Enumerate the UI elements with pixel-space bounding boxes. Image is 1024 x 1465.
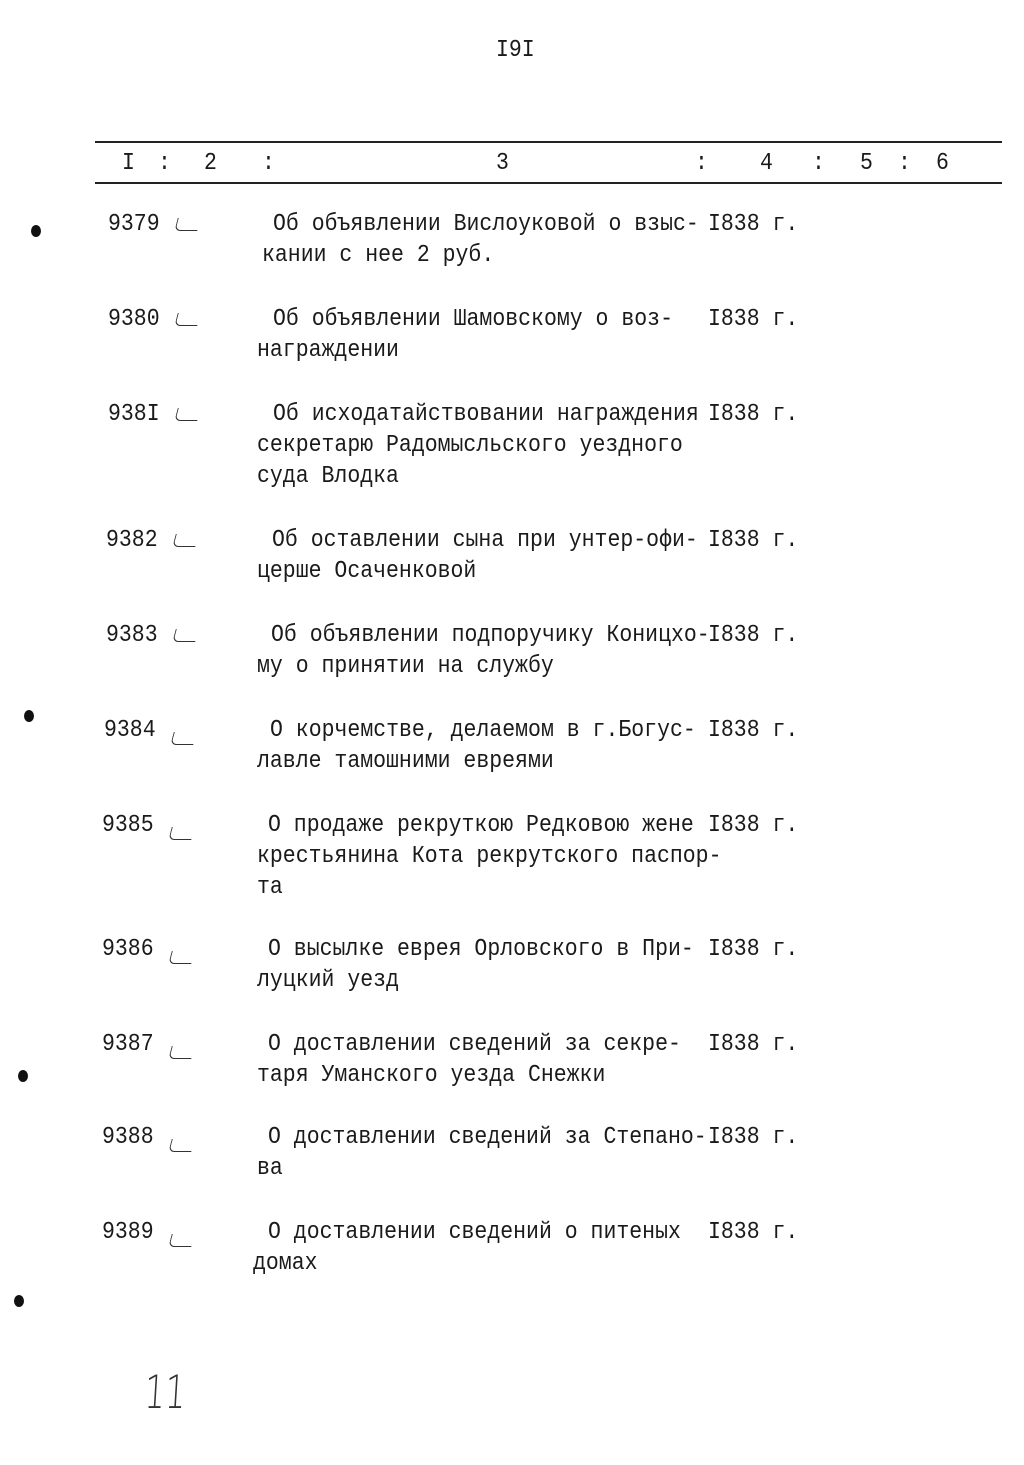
- item-number: 9389: [102, 1219, 154, 1246]
- item-title-line: му о принятии на службу: [257, 653, 554, 680]
- item-number: 9385: [102, 812, 154, 839]
- checkmark-icon: [174, 218, 200, 231]
- item-number: 9380: [108, 306, 160, 333]
- checkmark-icon: [168, 1046, 194, 1059]
- item-year: I838 г.: [708, 622, 799, 649]
- item-title-line: та: [257, 874, 283, 901]
- header-sep: :: [158, 150, 171, 177]
- punch-hole-mark: [31, 225, 41, 237]
- item-year: I838 г.: [708, 527, 799, 554]
- item-title-line: секретарю Радомысльского уездного: [257, 432, 683, 459]
- item-title-line: кании с нее 2 руб.: [262, 242, 495, 269]
- item-year: I838 г.: [708, 401, 799, 428]
- checkmark-icon: [172, 534, 198, 547]
- item-number: 9379: [108, 211, 160, 238]
- item-year: I838 г.: [708, 936, 799, 963]
- item-number: 9386: [102, 936, 154, 963]
- item-year: I838 г.: [708, 211, 799, 238]
- header-sep: :: [695, 150, 708, 177]
- header-top-rule: [95, 141, 1002, 143]
- item-year: I838 г.: [708, 1031, 799, 1058]
- checkmark-icon: [168, 1234, 194, 1247]
- item-title-line: церше Осаченковой: [257, 558, 477, 585]
- header-sep: :: [898, 150, 911, 177]
- item-year: I838 г.: [708, 306, 799, 333]
- handwritten-note: 11: [143, 1365, 188, 1419]
- item-title-line: О высылке еврея Орловского в При-: [268, 936, 694, 963]
- item-title-line: награждении: [257, 337, 399, 364]
- header-col-3: 3: [496, 150, 509, 177]
- punch-hole-mark: [24, 710, 34, 722]
- item-title-line: Об объявлении Шамовскому о воз-: [273, 306, 673, 333]
- item-number: 9383: [106, 622, 158, 649]
- item-title-line: домах: [253, 1250, 318, 1277]
- checkmark-icon: [168, 827, 194, 840]
- item-title-line: ва: [257, 1155, 283, 1182]
- item-title-line: Об объявлении Вислоуковой о взыс-: [273, 211, 699, 238]
- checkmark-icon: [172, 629, 198, 642]
- item-title-line: О доставлении сведений о питеных: [268, 1219, 681, 1246]
- checkmark-icon: [168, 951, 194, 964]
- item-title-line: О доставлении сведений за секре-: [268, 1031, 681, 1058]
- header-bottom-rule: [95, 182, 1002, 184]
- item-number: 9388: [102, 1124, 154, 1151]
- item-title-line: крестьянина Кота рекрутского паспор-: [257, 843, 722, 870]
- item-year: I838 г.: [708, 1124, 799, 1151]
- item-title-line: луцкий уезд: [257, 967, 399, 994]
- checkmark-icon: [170, 732, 196, 745]
- header-col-6: 6: [936, 150, 949, 177]
- item-title-line: О продаже рекруткою Редковою жене: [268, 812, 694, 839]
- item-title-line: Об оставлении сына при унтер-офи-: [272, 527, 698, 554]
- item-title-line: Об объявлении подпоручику Коницхо-: [271, 622, 710, 649]
- item-year: I838 г.: [708, 812, 799, 839]
- header-sep: :: [812, 150, 825, 177]
- item-number: 9387: [102, 1031, 154, 1058]
- item-title-line: лавле тамошними евреями: [257, 748, 554, 775]
- item-number: 9382: [106, 527, 158, 554]
- item-title-line: Об исходатайствовании награждения: [273, 401, 699, 428]
- item-title-line: О корчемстве, делаемом в г.Богус-: [270, 717, 696, 744]
- header-col-1: I: [122, 150, 135, 177]
- header-sep: :: [262, 150, 275, 177]
- punch-hole-mark: [18, 1070, 28, 1082]
- page-number: I9I: [496, 37, 535, 64]
- item-title-line: таря Уманского уезда Снежки: [257, 1062, 606, 1089]
- item-title-line: О доставлении сведений за Степано-: [268, 1124, 707, 1151]
- header-col-4: 4: [760, 150, 773, 177]
- checkmark-icon: [168, 1139, 194, 1152]
- item-number: 9384: [104, 717, 156, 744]
- item-year: I838 г.: [708, 717, 799, 744]
- item-number: 938I: [108, 401, 160, 428]
- header-col-5: 5: [860, 150, 873, 177]
- header-col-2: 2: [204, 150, 217, 177]
- checkmark-icon: [174, 408, 200, 421]
- punch-hole-mark: [14, 1295, 24, 1307]
- item-year: I838 г.: [708, 1219, 799, 1246]
- checkmark-icon: [174, 313, 200, 326]
- item-title-line: суда Влодка: [257, 463, 399, 490]
